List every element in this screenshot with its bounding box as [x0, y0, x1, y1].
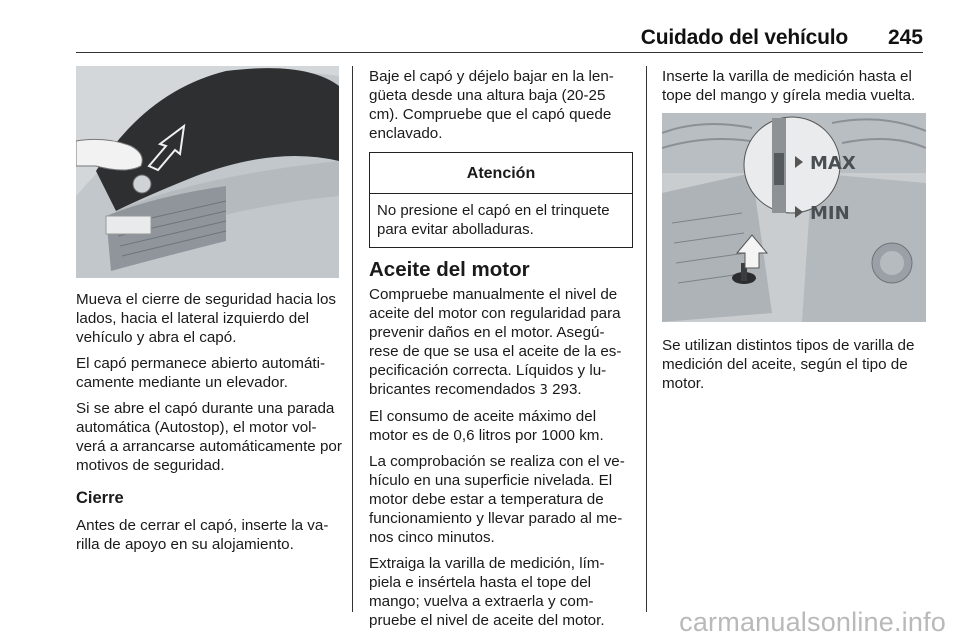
- page-number: 245: [887, 26, 923, 49]
- max-label: MAX: [810, 153, 856, 174]
- section-heading-aceite: Aceite del motor: [369, 258, 530, 281]
- header-rule: [76, 52, 923, 53]
- notice-box: [369, 152, 633, 248]
- dipstick-illustration: [662, 113, 926, 322]
- paragraph-text: Compruebe manualmente el nivel de aceite del motor con regularidad para prevenir daños en el motor. Asegú- rese de que se usa el aceite de la es- pecificación correcta. Líquidos y lu- bricantes recomendados: [369, 286, 622, 398]
- column-divider-left: [352, 66, 353, 612]
- section-title: Cuidado del vehículo: [640, 26, 848, 49]
- notice-title: Atención: [370, 153, 632, 194]
- figure-caption: [662, 336, 926, 400]
- column-1: [76, 290, 342, 561]
- paragraph: La comprobación se realiza con el ve- hículo en una superficie nivelada. El motor debe estar a temperatura de funcionamiento y llevar parado al me- nos cinco minutos.: [369, 453, 625, 546]
- column-2: [369, 67, 633, 637]
- min-label: MIN: [810, 203, 850, 224]
- paragraph: Antes de cerrar el capó, inserte la va- rilla de apoyo en su alojamiento.: [76, 517, 329, 553]
- caption-text: Se utilizan distintos tipos de varilla de medición del aceite, según el tipo de motor.: [662, 337, 915, 392]
- paragraph: [369, 285, 633, 400]
- paragraph: Mueva el cierre de seguridad hacia los lados, hacia el lateral izquierdo del vehículo y abra el capó.: [76, 291, 337, 346]
- paragraph: Inserte la varilla de medición hasta el tope del mango y gírela media vuelta.: [662, 68, 916, 104]
- paragraph: Si se abre el capó durante una parada automática (Autostop), el motor vol- verá a arrancarse automáticamente por motivos de seguridad.: [76, 400, 342, 474]
- subheading-cierre: Cierre: [76, 489, 124, 507]
- cross-reference-icon: 3: [539, 383, 548, 398]
- column-divider-right: [646, 66, 647, 612]
- watermark: carmanualsonline.info: [679, 607, 946, 637]
- cross-reference-page: 293.: [552, 381, 582, 398]
- column-3: [662, 67, 926, 112]
- paragraph: El capó permanece abierto automáti- camente mediante un elevador.: [76, 355, 326, 391]
- notice-body: No presione el capó en el trinquete para evitar abolladuras.: [377, 202, 610, 238]
- paragraph: El consumo de aceite máximo del motor es de 0,6 litros por 1000 km.: [369, 408, 604, 444]
- paragraph: Baje el capó y déjelo bajar en la len- güeta desde una altura baja (20-25 cm). Compruebe que el capó quede enclavado.: [369, 68, 614, 142]
- paragraph: Extraiga la varilla de medición, lím- piela e insértela hasta el tope del mango; vuelva a extraerla y com- pruebe el nivel de aceite del motor.: [369, 555, 605, 629]
- hood-release-illustration: [76, 66, 339, 278]
